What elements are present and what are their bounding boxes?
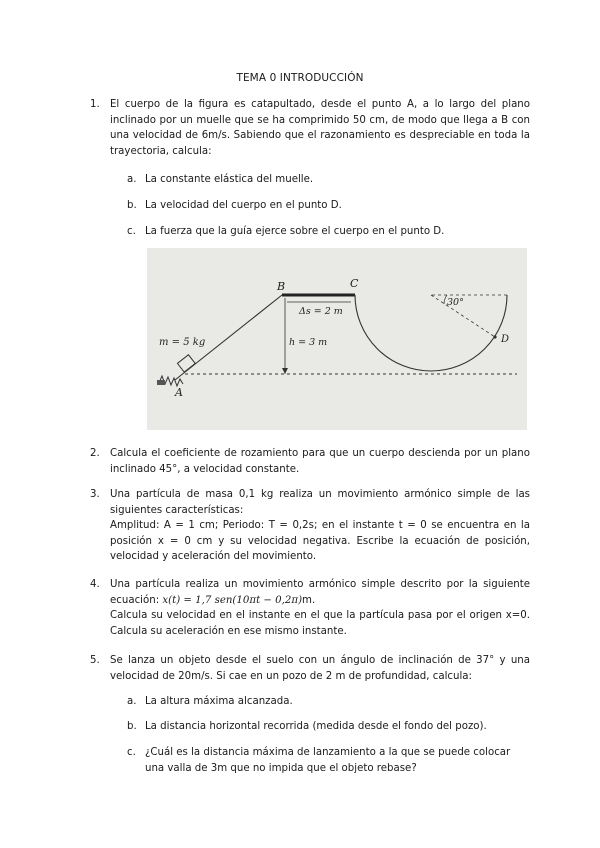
item-letter: a. <box>127 696 137 707</box>
question-1-item-b <box>127 198 527 214</box>
question-text: Calcula el coeficiente de rozamiento para que un cuerpo descienda por un plano inclinado 45°, a velocidad constante. <box>110 448 530 475</box>
item-text: ¿Cuál es la distancia máxima de lanzamiento a la que se puede colocar una valla de 3m que no impida que el objeto rebase? <box>145 747 511 774</box>
physics-figure <box>147 248 527 430</box>
item-text: La distancia horizontal recorrida (medida desde el fondo del pozo). <box>145 721 487 732</box>
question-5-item-a <box>127 694 527 710</box>
text-before-equation: Una partícula realiza un movimiento armónico simple descrito por la siguiente ecuación: <box>110 579 530 606</box>
question-1-item-a <box>127 172 527 188</box>
item-text: La velocidad del cuerpo en el punto D. <box>145 200 342 211</box>
point-d-marker <box>493 335 496 338</box>
question-5-item-b <box>127 719 527 735</box>
label-mass: m = 5 kg <box>159 337 206 348</box>
item-letter: b. <box>127 721 137 732</box>
label-angle: 30° <box>447 297 464 308</box>
question-text: Se lanza un objeto desde el suelo con un ángulo de inclinación de 37° y una velocidad de 20m/s. Si cae en un pozo de 2 m de profundidad, calcula: <box>110 655 530 682</box>
question-5 <box>90 653 530 684</box>
label-height: h = 3 m <box>289 337 328 348</box>
spring-base <box>157 380 165 385</box>
question-4 <box>90 577 530 639</box>
label-delta-s: Δs = 2 m <box>299 306 343 317</box>
question-text-details: Amplitud: A = 1 cm; Periodo: T = 0,2s; en el instante t = 0 se encuentra en la posición x = 0 cm y su velocidad negativa. Escribe la ecuación de posición, velocidad y aceleración del movimiento. <box>110 520 530 562</box>
figure-drawing <box>147 248 527 430</box>
item-letter: a. <box>127 174 137 185</box>
equation: x(t) = 1,7 sen(10πt − 0,2π) <box>162 594 303 606</box>
item-letter: c. <box>127 226 136 237</box>
item-letter: b. <box>127 200 137 211</box>
question-1 <box>90 97 530 159</box>
question-text-details: Calcula su velocidad en el instante en el que la partícula pasa por el origen x=0. Calcula su aceleración en ese mismo instante. <box>110 610 530 637</box>
item-letter: c. <box>127 747 136 758</box>
question-1-item-c <box>127 224 527 240</box>
question-2 <box>90 446 530 477</box>
label-b: B <box>277 280 286 293</box>
question-text <box>110 577 530 608</box>
item-text: La constante elástica del muelle. <box>145 174 314 185</box>
label-d: D <box>501 334 510 345</box>
question-3 <box>90 487 530 565</box>
item-text: La fuerza que la guía ejerce sobre el cuerpo en el punto D. <box>145 226 445 237</box>
question-number: 1. <box>90 99 100 110</box>
label-c: C <box>350 277 359 290</box>
question-number: 4. <box>90 579 100 590</box>
label-a: A <box>175 386 183 399</box>
question-number: 5. <box>90 655 100 666</box>
item-text: La altura máxima alcanzada. <box>145 696 293 707</box>
question-5-item-c <box>127 745 527 776</box>
text-after-equation: m. <box>302 594 316 606</box>
page-title: TEMA 0 INTRODUCCIÓN <box>236 72 364 84</box>
question-text: Una partícula de masa 0,1 kg realiza un movimiento armónico simple de las siguientes características: <box>110 489 530 516</box>
question-number: 2. <box>90 448 100 459</box>
question-text: El cuerpo de la figura es catapultado, desde el punto A, a lo largo del plano inclinado por un muelle que se ha comprimido 50 cm, de modo que llega a B con una velocidad de 6m/s. Sabiendo que el razonamiento es despreciable en toda la trayectoria, calcula: <box>110 99 530 157</box>
question-number: 3. <box>90 489 100 500</box>
